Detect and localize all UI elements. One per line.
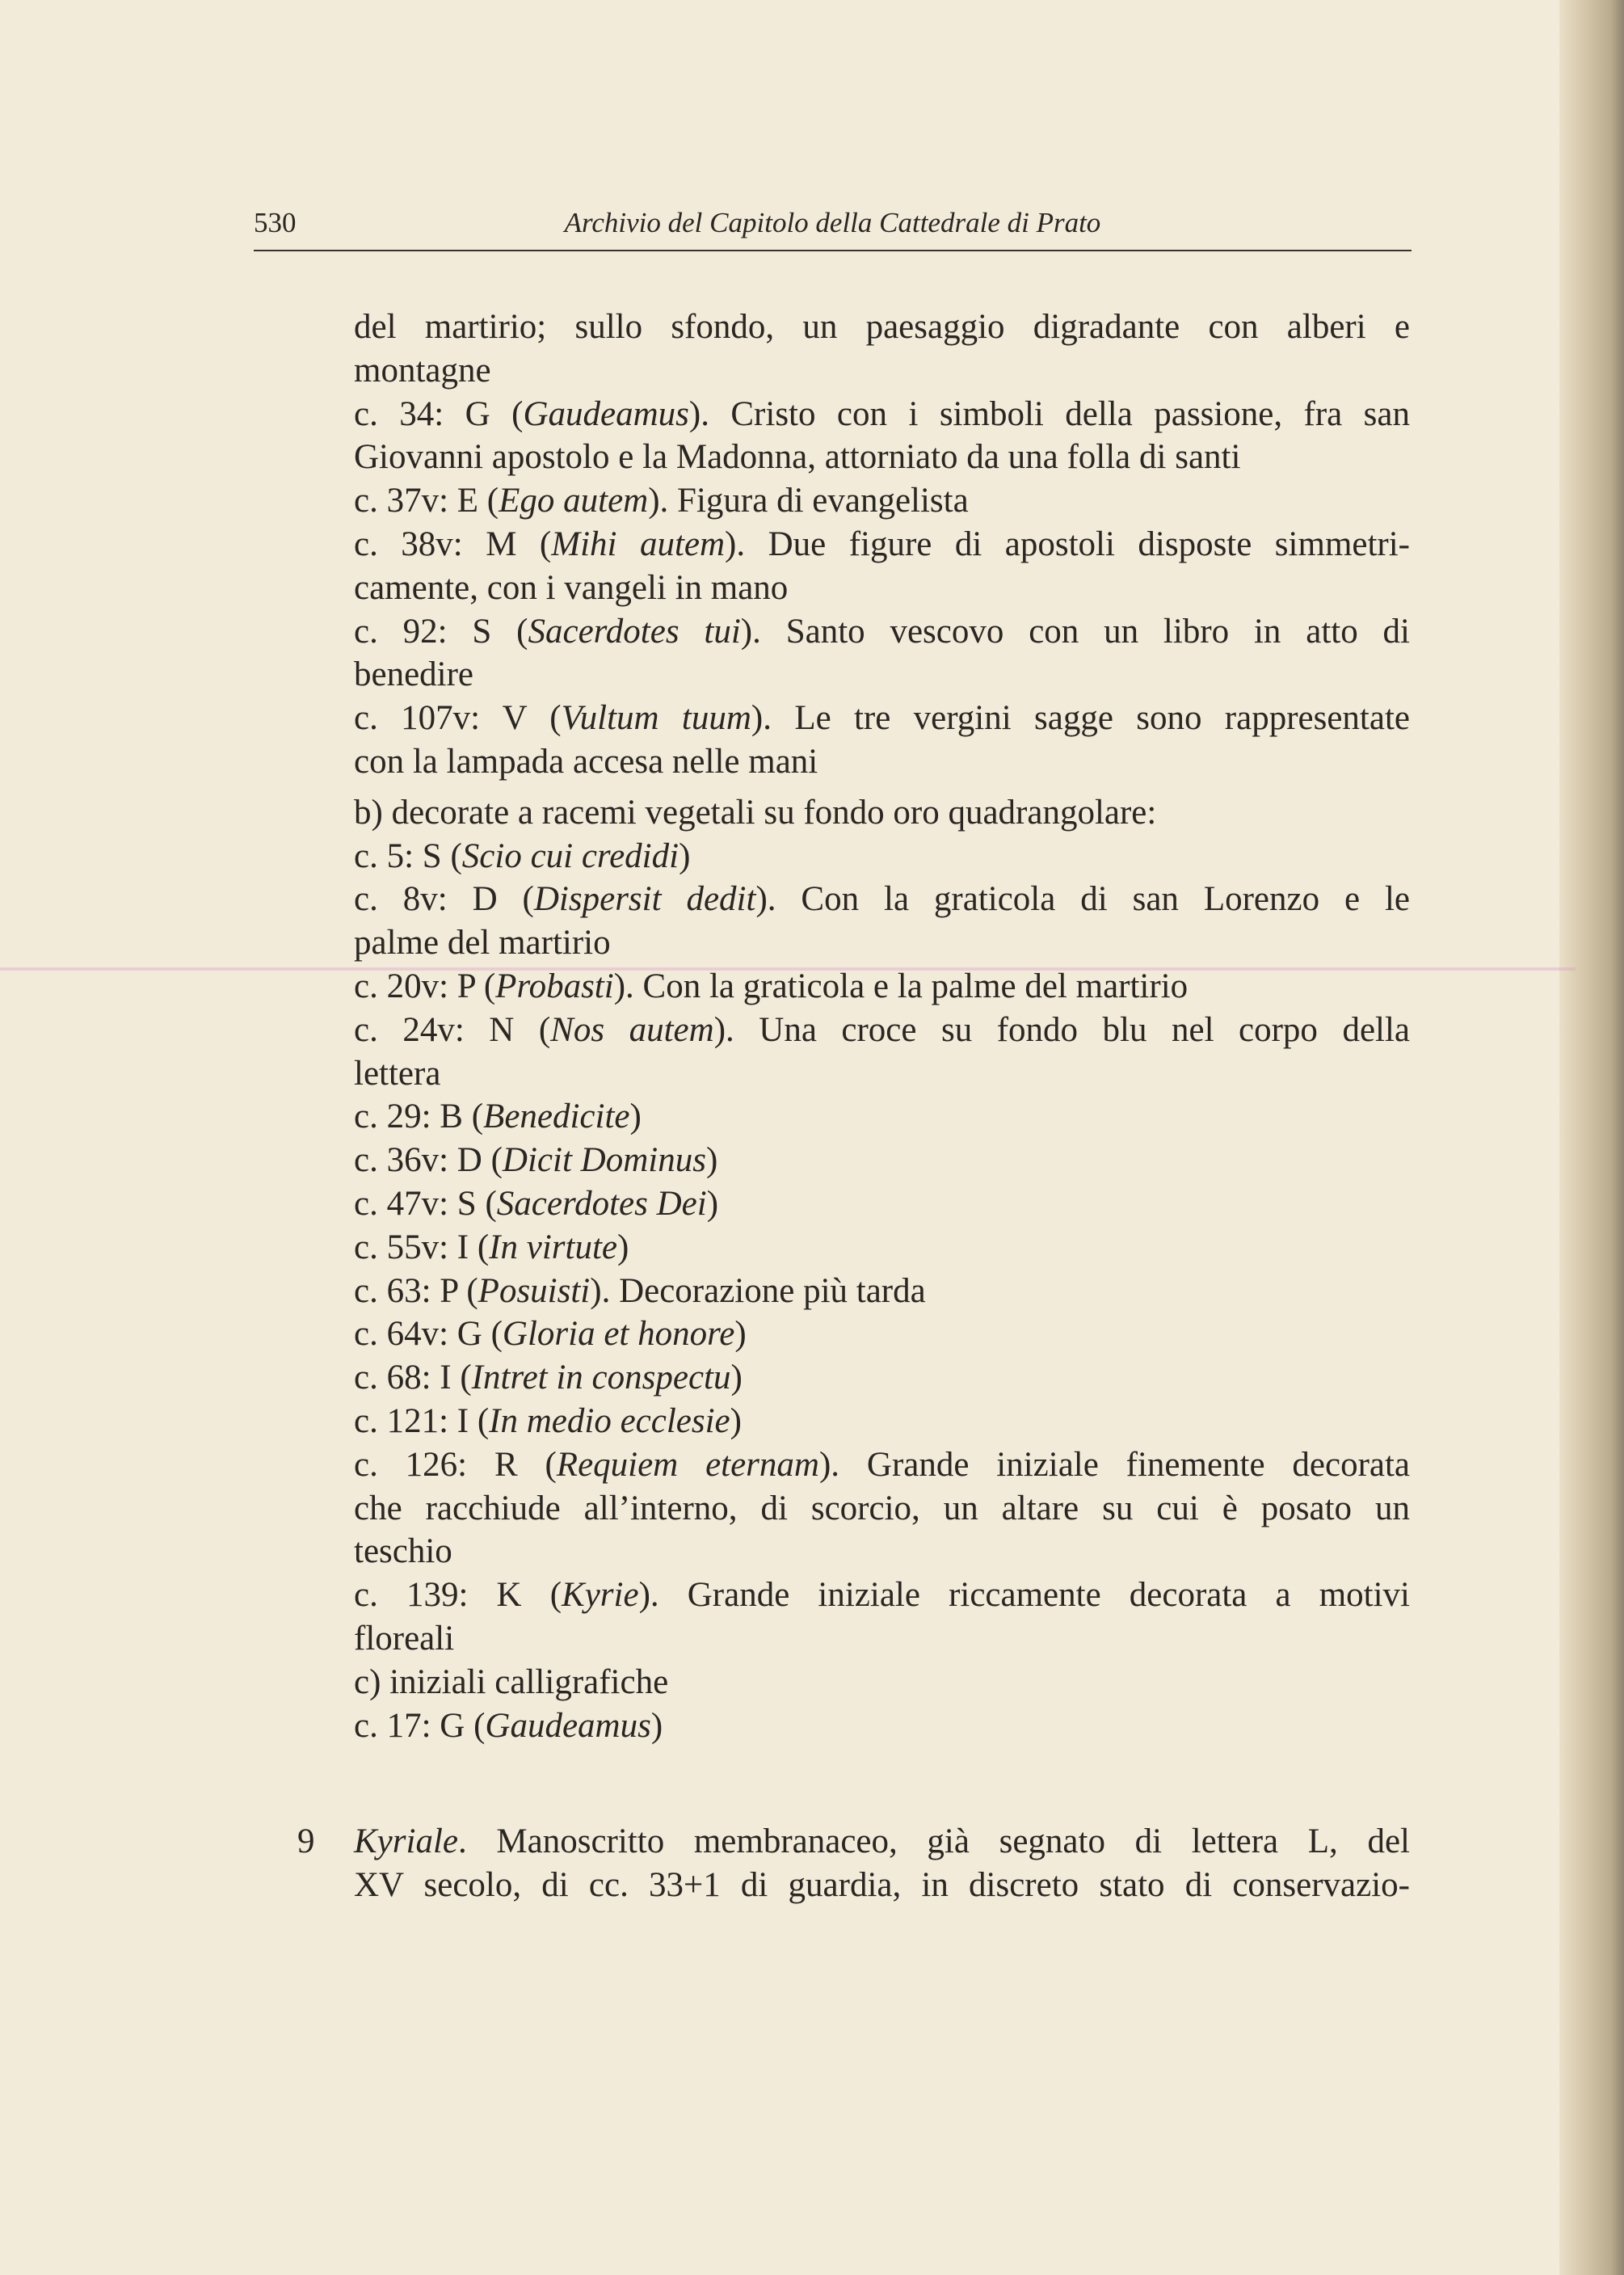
text-segment: c. 64v: G ( (354, 1315, 503, 1354)
text-line (354, 791, 1410, 835)
text-segment: c. 47v: S ( (354, 1184, 497, 1223)
text-line (354, 653, 1410, 697)
text-line (354, 1226, 1410, 1270)
text-segment: ) (730, 1401, 742, 1440)
text-segment: c. 36v: D ( (354, 1141, 503, 1180)
text-segment: ) (706, 1184, 719, 1223)
text-segment: c. 63: P ( (354, 1271, 478, 1310)
text-line (354, 1574, 1410, 1617)
text-line (354, 436, 1410, 479)
text-segment: c. 24v: N ( (354, 1010, 551, 1049)
text-line (354, 1400, 1410, 1443)
incipit-italic: Dispersit dedit (533, 880, 756, 919)
text-segment: che racchiude all’interno, di scorcio, un altare su cui è posato un (354, 1489, 1410, 1527)
text-line (354, 567, 1410, 610)
text-segment: ) (705, 1141, 718, 1180)
text-line (354, 1270, 1410, 1313)
text-line (354, 835, 1410, 878)
text-line (354, 1704, 1410, 1748)
text-line (354, 523, 1410, 567)
text-segment: ). Figura di evangelista (648, 482, 969, 520)
running-header (254, 207, 1412, 247)
text-line (354, 349, 1410, 393)
text-line (297, 1820, 1410, 1864)
text-segment: c. 139: K ( (354, 1576, 562, 1615)
text-line (354, 1487, 1410, 1531)
text-line (354, 479, 1410, 523)
text-line (354, 305, 1410, 349)
incipit-italic: Dicit Dominus (502, 1141, 706, 1180)
text-line (354, 965, 1410, 1009)
text-segment: lettera (354, 1054, 441, 1093)
text-line (354, 697, 1410, 740)
incipit-italic: Sacerdotes Dei (496, 1184, 707, 1223)
header-rule (254, 250, 1412, 251)
text-line (354, 393, 1410, 436)
incipit-italic: Kyriale (354, 1822, 458, 1861)
text-line (354, 1052, 1410, 1096)
text-line (354, 610, 1410, 654)
entry-number: 9 (297, 1822, 315, 1861)
text-line (354, 740, 1410, 784)
text-line (354, 1095, 1410, 1139)
text-segment: ). Con la graticola di san Lorenzo e le (755, 880, 1410, 919)
incipit-italic: Scio cui credidi (461, 836, 679, 875)
text-segment: c. 126: R ( (354, 1445, 557, 1484)
page-edge (1559, 0, 1624, 2275)
body-text (297, 305, 1411, 1907)
text-segment: ). Le tre vergini sagge sono rappresentate (751, 699, 1410, 738)
text-segment: c) iniziali calligrafiche (354, 1662, 669, 1701)
text-segment: . Manoscritto membranaceo, già segnato di lettera L, del (457, 1822, 1410, 1861)
text-line (354, 1009, 1410, 1052)
text-segment: benedire (354, 655, 474, 694)
text-segment: c. 92: S ( (354, 612, 528, 651)
text-segment: palme del martirio (354, 924, 611, 963)
text-segment: floreali (354, 1619, 455, 1658)
text-segment: ). Santo vescovo con un libro in atto di (740, 612, 1410, 651)
text-segment: ). Grande iniziale riccamente decorata a motivi (638, 1576, 1410, 1615)
text-line (354, 878, 1410, 921)
text-line (354, 1443, 1410, 1487)
text-segment: ) (650, 1706, 663, 1745)
text-segment: ) (679, 836, 691, 875)
text-segment: montagne (354, 351, 491, 390)
incipit-italic: Posuisti (478, 1271, 591, 1310)
text-segment: ) (730, 1359, 743, 1397)
text-segment: del martirio; sullo sfondo, un paesaggio digradante con alberi e (354, 308, 1410, 346)
text-line (354, 1864, 1410, 1907)
text-segment: ). Cristo con i simboli della passione, fra san (688, 394, 1410, 433)
text-segment: c. 107v: V ( (354, 699, 562, 738)
incipit-italic: Gaudeamus (523, 394, 689, 433)
incipit-italic: Requiem eternam (556, 1445, 819, 1484)
text-segment: c. 17: G ( (354, 1706, 486, 1745)
text-segment: ) (629, 1097, 642, 1136)
text-segment: c. 37v: E ( (354, 482, 499, 520)
incipit-italic: Sacerdotes tui (528, 612, 741, 651)
text-segment: teschio (354, 1532, 452, 1571)
text-line (354, 1617, 1410, 1661)
text-segment: XV secolo, di cc. 33+1 di guardia, in discreto stato di conservazio- (354, 1866, 1410, 1905)
text-segment: c. 34: G ( (354, 394, 524, 433)
text-line (354, 1139, 1410, 1182)
text-segment: c. 68: I ( (354, 1359, 472, 1397)
text-segment: ). Due figure di apostoli disposte simmetri- (725, 525, 1411, 563)
text-segment: ). Decorazione più tarda (590, 1271, 926, 1310)
text-segment: b) decorate a racemi vegetali su fondo oro quadrangolare: (354, 793, 1157, 832)
incipit-italic: Vultum tuum (561, 699, 751, 738)
incipit-italic: Gloria et honore (502, 1315, 735, 1354)
text-segment: ). Una croce su fondo blu nel corpo della (713, 1010, 1411, 1049)
text-segment: c. 8v: D ( (354, 880, 534, 919)
text-segment: Giovanni apostolo e la Madonna, attorniato da una folla di santi (354, 438, 1241, 477)
incipit-italic: Benedicite (483, 1097, 630, 1136)
text-line (354, 1312, 1410, 1356)
text-segment: con la lampada accesa nelle mani (354, 742, 818, 781)
text-segment: c. 29: B ( (354, 1097, 484, 1136)
text-line (354, 921, 1410, 965)
incipit-italic: Ego autem (499, 482, 649, 520)
incipit-italic: Intret in conspectu (471, 1359, 731, 1397)
text-segment: ) (617, 1228, 629, 1266)
incipit-italic: In virtute (489, 1228, 617, 1266)
text-line (354, 1182, 1410, 1226)
text-segment: c. 20v: P ( (354, 967, 496, 1005)
text-segment: c. 38v: M ( (354, 525, 552, 563)
text-segment: ). Con la graticola e la palme del martirio (613, 967, 1189, 1005)
incipit-italic: Kyrie (562, 1576, 639, 1615)
text-segment: c. 55v: I ( (354, 1228, 490, 1266)
incipit-italic: In medio ecclesie (489, 1401, 730, 1440)
text-line (354, 1530, 1410, 1574)
incipit-italic: Gaudeamus (485, 1706, 651, 1745)
running-title: Archivio del Capitolo della Cattedrale di Prato (564, 207, 1101, 238)
text-segment: ) (734, 1315, 747, 1354)
text-line (354, 1661, 1410, 1704)
incipit-italic: Nos autem (550, 1010, 714, 1049)
text-segment: ). Grande iniziale finemente decorata (818, 1445, 1411, 1484)
text-segment: camente, con i vangeli in mano (354, 568, 789, 607)
text-segment: c. 121: I ( (354, 1401, 490, 1440)
text-line (354, 1356, 1410, 1400)
incipit-italic: Mihi autem (551, 525, 726, 563)
page-number: 530 (254, 207, 297, 238)
incipit-italic: Probasti (495, 967, 614, 1005)
text-segment: c. 5: S ( (354, 836, 462, 875)
